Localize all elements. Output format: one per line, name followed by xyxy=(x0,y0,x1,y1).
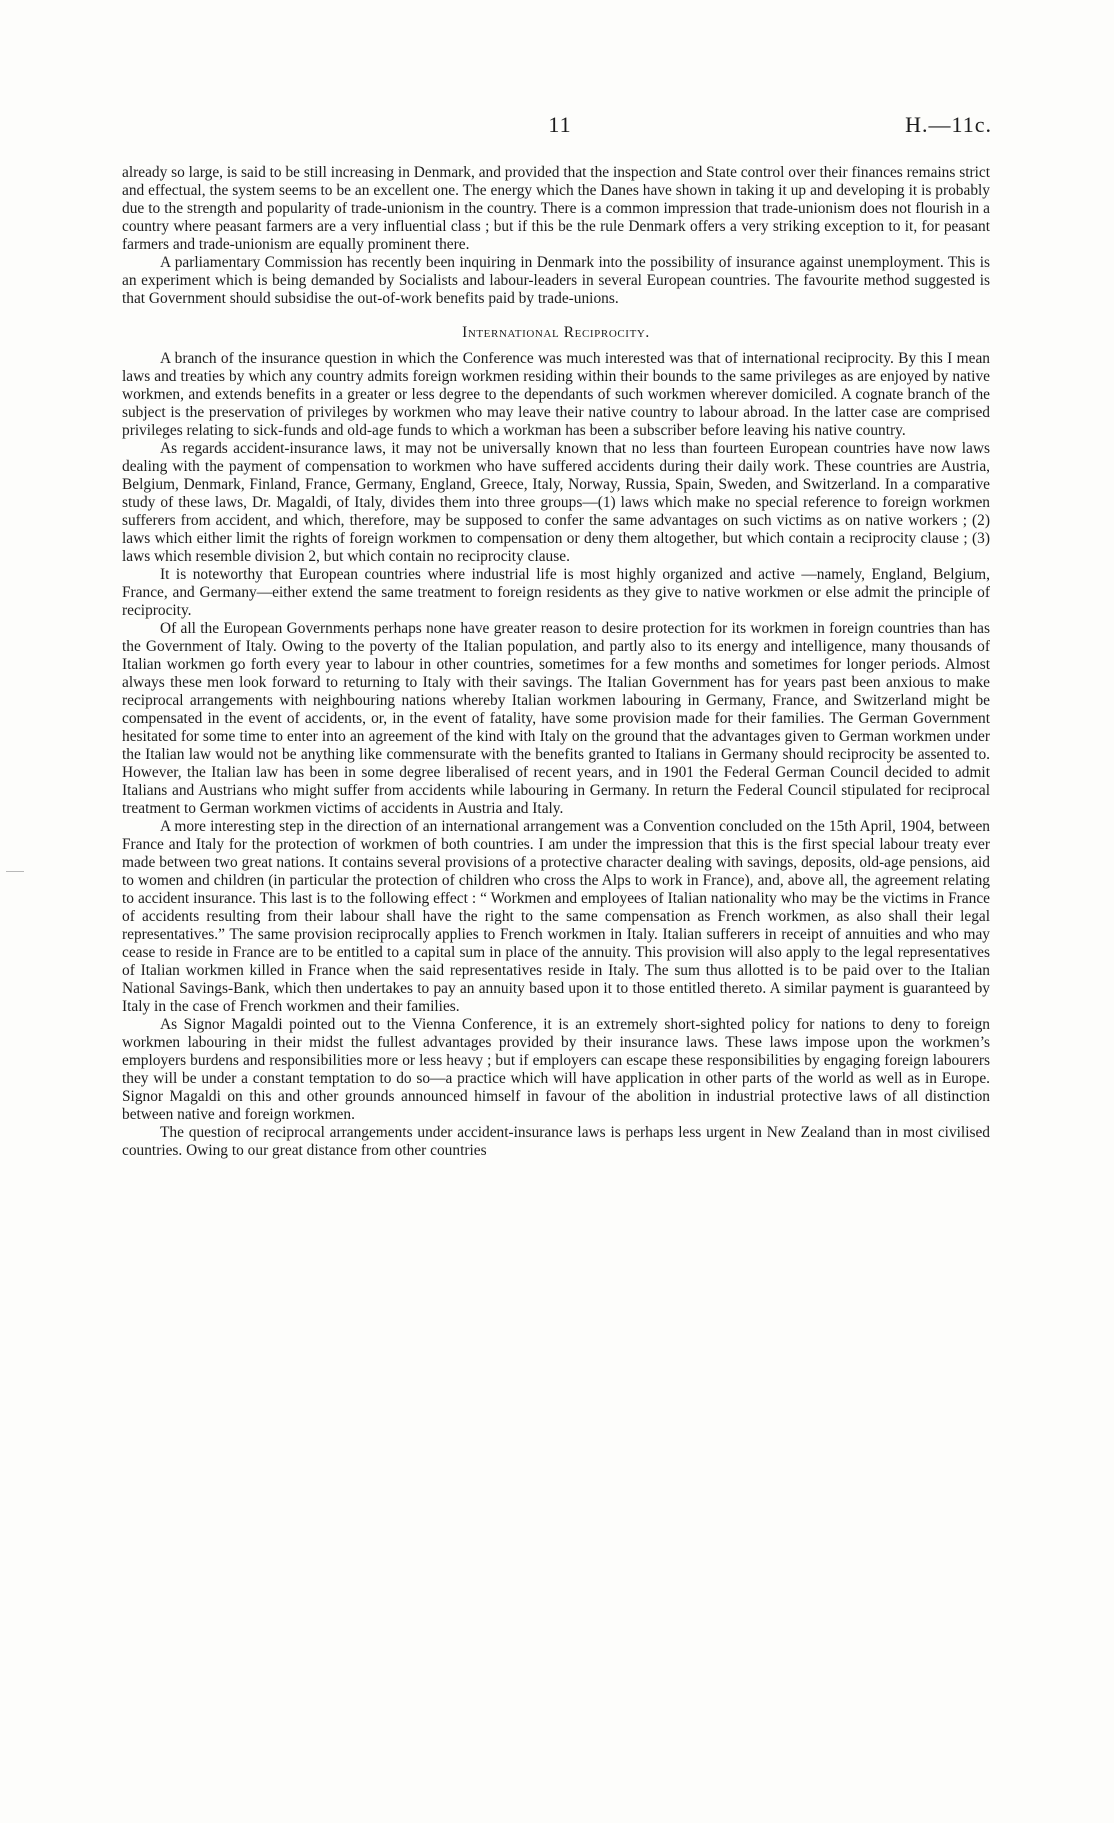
margin-mark xyxy=(6,871,24,872)
paragraph: The question of reciprocal arrangements under accident-insurance laws is perhaps less urgent in New Zealand than in most civilised countries. Owing to our great distance from other countries xyxy=(122,1124,990,1159)
document-reference: H.—11c. xyxy=(905,112,992,137)
section-heading: International Reciprocity. xyxy=(462,324,650,341)
paragraph: A branch of the insurance question in which the Conference was much interested was that of international reciprocity. By this I mean laws and treaties by which any country admits foreign workmen residing within their bounds to the same privileges as are enjoyed by native workmen, and extends benefits in a greater or less degree to the dependants of such workmen wherever domiciled. A cognate branch of the subject is the preservation of privileges by workmen who may leave their native country to labour abroad. In the latter case are comprised privileges relating to sick-funds and old-age funds to which a workman has been a subscriber before leaving his native country. xyxy=(122,350,990,439)
page-number: 11 xyxy=(548,112,572,137)
paragraph: A parliamentary Commission has recently been inquiring in Denmark into the possibility of insurance against unemployment. This is an experiment which is being demanded by Socialists and labour-leaders in several European countries. The favourite method suggested is that Government should subsidise the out-of-work benefits paid by trade-unions. xyxy=(122,254,990,307)
paragraph: already so large, is said to be still increasing in Denmark, and provided that the inspection and State control over their finances remains strict and effectual, the system seems to be an excellent one. The energy which the Danes have shown in taking it up and developing it is probably due to the strength and popularity of trade-unionism in the country. There is a common impression that trade-unionism does not flourish in a country where peasant farmers are a very influential class ; but if this be the rule Denmark offers a very striking exception to it, for peasant farmers and trade-unionism are equally prominent there. xyxy=(122,164,990,253)
paragraph: It is noteworthy that European countries where industrial life is most highly organized and active —namely, England, Belgium, France, and Germany—either extend the same treatment to foreign residents as they give to native workmen or else admit the principle of reciprocity. xyxy=(122,566,990,619)
body-text xyxy=(122,164,990,1160)
paragraph: As regards accident-insurance laws, it may not be universally known that no less than fourteen European countries have now laws dealing with the payment of compensation to workmen who have suffered accidents during their daily work. These countries are Austria, Belgium, Denmark, Finland, France, Germany, England, Greece, Italy, Norway, Russia, Spain, Sweden, and Switzerland. In a comparative study of these laws, Dr. Magaldi, of Italy, divides them into three groups—(1) laws which make no special reference to foreign workmen sufferers from accident, and which, therefore, may be supposed to confer the same advantages on such victims as on native workers ; (2) laws which either limit the rights of foreign workmen to compensation or deny them altogether, but which contain a reciprocity clause ; (3) laws which resemble division 2, but which contain no reciprocity clause. xyxy=(122,440,990,565)
paragraph: A more interesting step in the direction of an international arrangement was a Convention concluded on the 15th April, 1904, between France and Italy for the protection of workmen of both countries. I am under the impression that this is the first special labour treaty ever made between two great nations. It contains several provisions of a protective character dealing with savings, deposits, old-age pensions, aid to women and children (in particular the protection of children who cross the Alps to work in France), and, above all, the agreement relating to accident insurance. This last is to the following effect : “ Workmen and employees of Italian nationality who may be the victims in France of accidents resulting from their labour shall have the right to the same compensation as French workmen, as also shall their legal representatives.” The same provision reciprocally applies to French workmen in Italy. Italian sufferers in receipt of annuities and who may cease to reside in France are to be entitled to a capital sum in place of the annuity. This provision will also apply to the legal representatives of Italian workmen killed in France when the said representatives reside in Italy. The sum thus allotted is to be paid over to the Italian National Savings-Bank, which then undertakes to pay an annuity based upon it to those entitled thereto. A similar payment is guaranteed by Italy in the case of French workmen and their families. xyxy=(122,818,990,1015)
paragraph: Of all the European Governments perhaps none have greater reason to desire protection for its workmen in foreign countries than has the Government of Italy. Owing to the poverty of the Italian population, and partly also to its energy and intelligence, many thousands of Italian workmen go forth every year to labour in other countries, sometimes for a few months and sometimes for longer periods. Almost always these men look forward to returning to Italy with their savings. The Italian Government has for years past been anxious to make reciprocal arrangements with neighbouring nations whereby Italian workmen labouring in Germany, France, and Switzerland might be compensated in the event of accidents, or, in the event of fatality, have some provision made for their families. The German Government hesitated for some time to enter into an agreement of the kind with Italy on the ground that the advantages given to German workmen under the Italian law would not be anything like commensurate with the benefits granted to Italians in Germany should reciprocity be assented to. However, the Italian law has been in some degree liberalised of recent years, and in 1901 the Federal German Council decided to admit Italians and Austrians who might suffer from accidents while labouring in Germany. In return the Federal Council stipulated for reciprocal treatment to German workmen victims of accidents in Austria and Italy. xyxy=(122,620,990,817)
paragraph: As Signor Magaldi pointed out to the Vienna Conference, it is an extremely short-sighted policy for nations to deny to foreign workmen labouring in their midst the fullest advantages provided by their insurance laws. These laws impose upon the workmen’s employers burdens and responsibilities more or less heavy ; but if employers can escape these responsibilities by engaging foreign labourers they will be under a constant temptation to do so—a practice which will have application in other parts of the world as well as in Europe. Signor Magaldi on this and other grounds announced himself in favour of the abolition in industrial protective laws of all distinction between native and foreign workmen. xyxy=(122,1016,990,1123)
